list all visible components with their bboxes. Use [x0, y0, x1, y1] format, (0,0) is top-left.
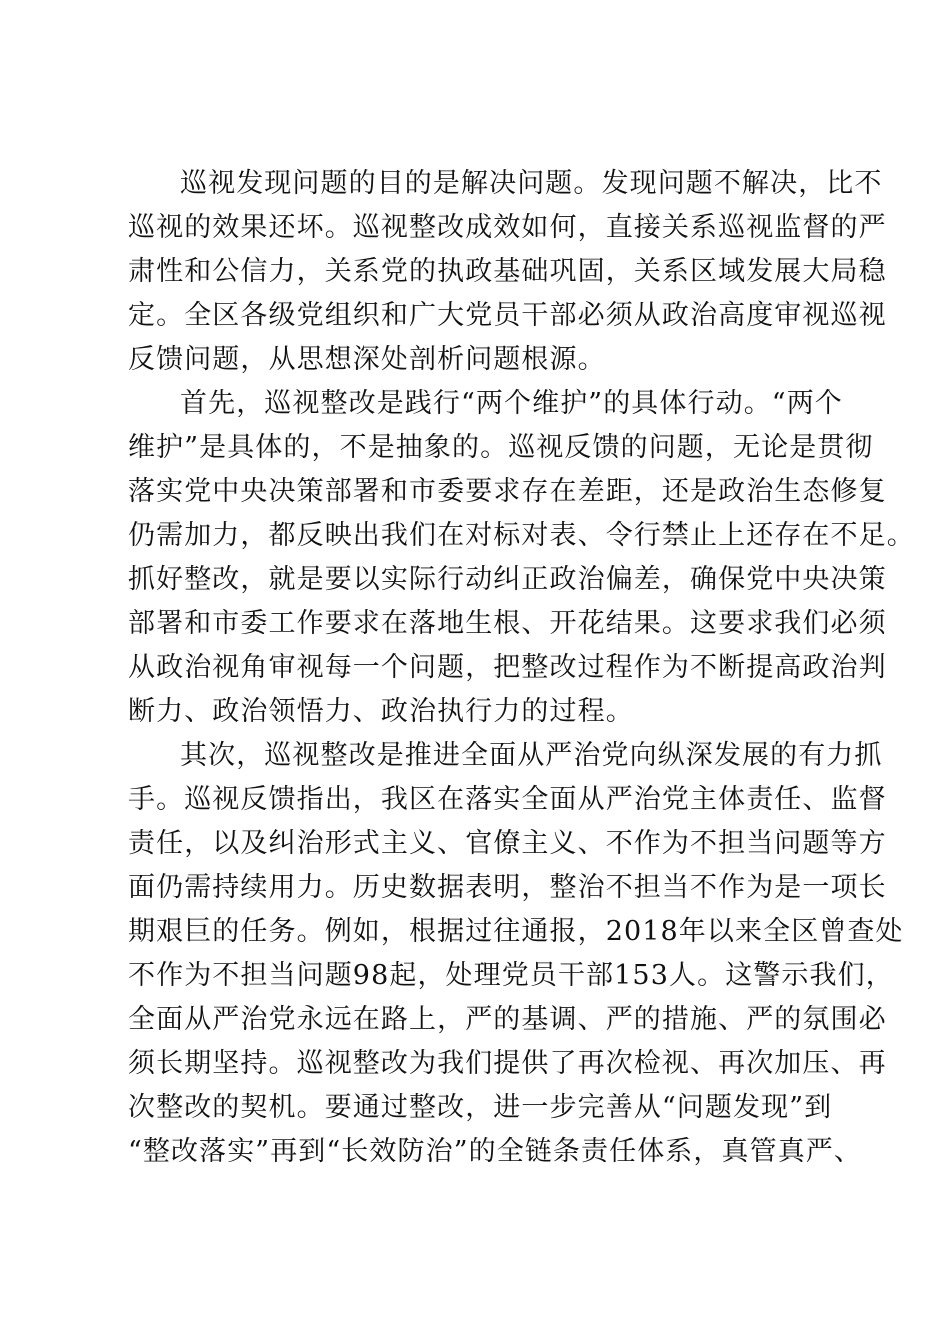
text-line: 从政治视角审视每一个问题，把整改过程作为不断提高政治判: [128, 652, 887, 683]
text-line: 面仍需持续用力。历史数据表明，整治不担当不作为是一项长: [128, 872, 887, 903]
text-line: 巡视发现问题的目的是解决问题。发现问题不解决，比不: [180, 168, 883, 199]
text-line: 首先，巡视整改是践行“两个维护”的具体行动。“两个: [180, 388, 843, 419]
text-line: 次整改的契机。要通过整改，进一步完善从“问题发现”到: [128, 1092, 833, 1123]
text-line: 部署和市委工作要求在落地生根、开花结果。这要求我们必须: [128, 608, 887, 639]
text-line: 责任，以及纠治形式主义、官僚主义、不作为不担当问题等方: [128, 828, 887, 859]
text-line: 抓好整改，就是要以实际行动纠正政治偏差，确保党中央决策: [128, 564, 887, 595]
text-line: 不作为不担当问题98起，处理党员干部153人。这警示我们，: [128, 960, 894, 991]
text-line: 仍需加力，都反映出我们在对标对表、令行禁止上还存在不足。: [128, 520, 915, 551]
text-line: 定。全区各级党组织和广大党员干部必须从政治高度审视巡视: [128, 300, 887, 331]
text-line: 肃性和公信力，关系党的执政基础巩固，关系区域发展大局稳: [128, 256, 887, 287]
text-line: 期艰巨的任务。例如，根据过往通报，2018年以来全区曾查处: [128, 916, 904, 947]
text-line: 反馈问题，从思想深处剖析问题根源。: [128, 344, 606, 375]
text-line: “整改落实”再到“长效防治”的全链条责任体系，真管真严、: [128, 1136, 863, 1167]
text-line: 断力、政治领悟力、政治执行力的过程。: [128, 696, 634, 727]
text-line: 维护”是具体的，不是抽象的。巡视反馈的问题，无论是贯彻: [128, 432, 874, 463]
text-line: 全面从严治党永远在路上，严的基调、严的措施、严的氛围必: [128, 1004, 887, 1035]
text-line: 落实党中央决策部署和市委要求存在差距，还是政治生态修复: [128, 476, 887, 507]
text-line: 手。巡视反馈指出，我区在落实全面从严治党主体责任、监督: [128, 784, 887, 815]
text-line: 巡视的效果还坏。巡视整改成效如何，直接关系巡视监督的严: [128, 212, 887, 243]
text-line: 须长期坚持。巡视整改为我们提供了再次检视、再次加压、再: [128, 1048, 887, 1079]
text-line: 其次，巡视整改是推进全面从严治党向纵深发展的有力抓: [180, 740, 883, 771]
